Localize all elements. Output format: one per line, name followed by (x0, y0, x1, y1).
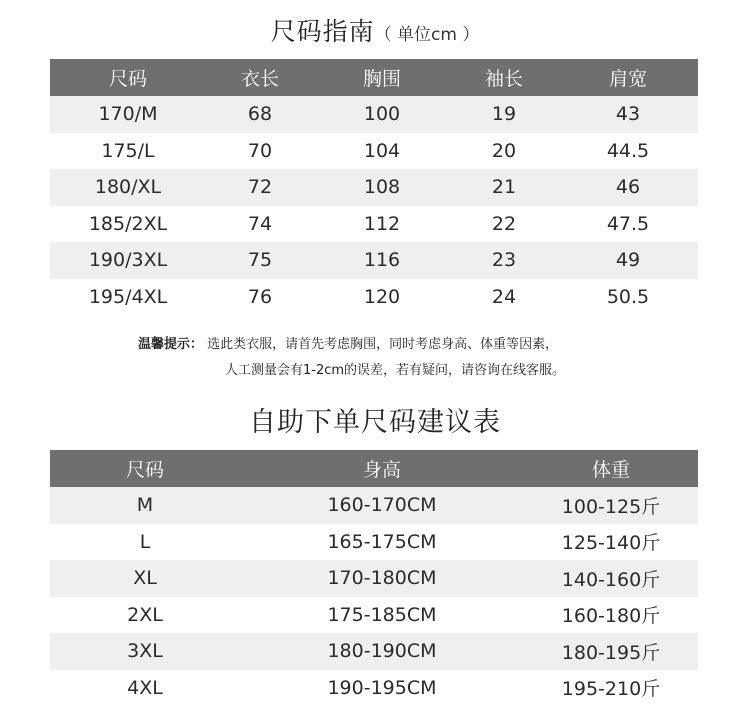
size-guide-title (0, 12, 750, 48)
tips-line-1 (138, 333, 558, 352)
cell-chest: 100 (363, 103, 401, 126)
cell-sleeve: 19 (491, 103, 517, 126)
cell-weight: 180-195斤 (561, 641, 661, 664)
cell-sleeve: 24 (491, 285, 517, 308)
cell-shoulder: 44.5 (606, 139, 650, 162)
cell-sleeve: 20 (491, 139, 517, 162)
table-row (50, 633, 698, 670)
header-shoulder: 肩宽 (608, 68, 647, 90)
self-help-title: 自助下单尺码建议表 (249, 407, 501, 438)
cell-chest: 120 (363, 285, 401, 308)
table-row (50, 133, 698, 170)
cell-length: 70 (247, 139, 273, 162)
cell-size: 195/4XL (88, 285, 168, 308)
table-row (50, 597, 698, 634)
tips-text-1: 选此类衣服，请首先考虑胸围，同时考虑身高、体重等因素， (207, 337, 559, 352)
table-row (50, 96, 698, 133)
cell-chest: 116 (363, 249, 401, 272)
cell-height: 190-195CM (327, 676, 437, 699)
cell-shoulder: 49 (615, 249, 641, 272)
cell-length: 76 (247, 285, 273, 308)
cell-size: 3XL (127, 640, 163, 663)
cell-size: 4XL (127, 676, 163, 699)
cell-size: 190/3XL (88, 249, 168, 272)
cell-sleeve: 22 (491, 212, 517, 235)
cell-size: 2XL (127, 603, 163, 626)
header-length: 衣长 (240, 68, 279, 90)
tips-line-2: 人工测量会有1-2cm的误差，若有疑问，请咨询在线客服。 (225, 363, 566, 378)
cell-shoulder: 50.5 (606, 285, 650, 308)
header-weight: 体重 (591, 459, 630, 481)
header-height: 身高 (362, 459, 401, 481)
cell-height: 175-185CM (327, 603, 437, 626)
size-guide-unit: （ 单位cm ） (374, 25, 480, 45)
cell-chest: 104 (363, 139, 401, 162)
cell-height: 165-175CM (327, 530, 437, 553)
cell-length: 75 (247, 249, 273, 272)
cell-size: M (136, 494, 154, 517)
cell-shoulder: 46 (615, 176, 641, 199)
tips-label: 温馨提示： (138, 337, 204, 352)
cell-weight: 160-180斤 (561, 605, 661, 628)
cell-size: XL (133, 567, 157, 590)
cell-weight: 195-210斤 (561, 678, 661, 701)
table-header-row (50, 450, 698, 487)
header-size: 尺码 (108, 68, 147, 90)
cell-chest: 108 (363, 176, 401, 199)
cell-chest: 112 (363, 212, 401, 235)
header-size: 尺码 (125, 459, 164, 481)
table-row (50, 560, 698, 597)
cell-sleeve: 21 (491, 176, 517, 199)
size-guide-title-text: 尺码指南 (270, 17, 375, 46)
table-row (50, 242, 698, 279)
cell-size: L (139, 530, 151, 553)
cell-length: 74 (247, 212, 273, 235)
cell-length: 68 (247, 103, 273, 126)
cell-height: 180-190CM (327, 640, 437, 663)
table-row (50, 670, 698, 707)
cell-shoulder: 43 (615, 103, 641, 126)
cell-shoulder: 47.5 (606, 212, 650, 235)
cell-weight: 125-140斤 (561, 532, 661, 555)
table-row (50, 206, 698, 243)
cell-length: 72 (247, 176, 273, 199)
cell-sleeve: 23 (491, 249, 517, 272)
cell-size: 185/2XL (88, 212, 168, 235)
table-row (50, 279, 698, 316)
cell-weight: 140-160斤 (561, 568, 661, 591)
table-row (50, 524, 698, 561)
table-header-row (50, 59, 698, 96)
table-row (50, 487, 698, 524)
cell-size: 180/XL (94, 176, 162, 199)
self-help-table (50, 450, 698, 706)
header-sleeve: 袖长 (484, 68, 523, 90)
size-guide-table (50, 59, 698, 315)
cell-height: 160-170CM (327, 494, 437, 517)
table-row (50, 169, 698, 206)
cell-size: 175/L (101, 139, 155, 162)
cell-weight: 100-125斤 (561, 495, 661, 518)
header-chest: 胸围 (362, 68, 401, 90)
cell-size: 170/M (98, 103, 158, 126)
cell-height: 170-180CM (327, 567, 437, 590)
